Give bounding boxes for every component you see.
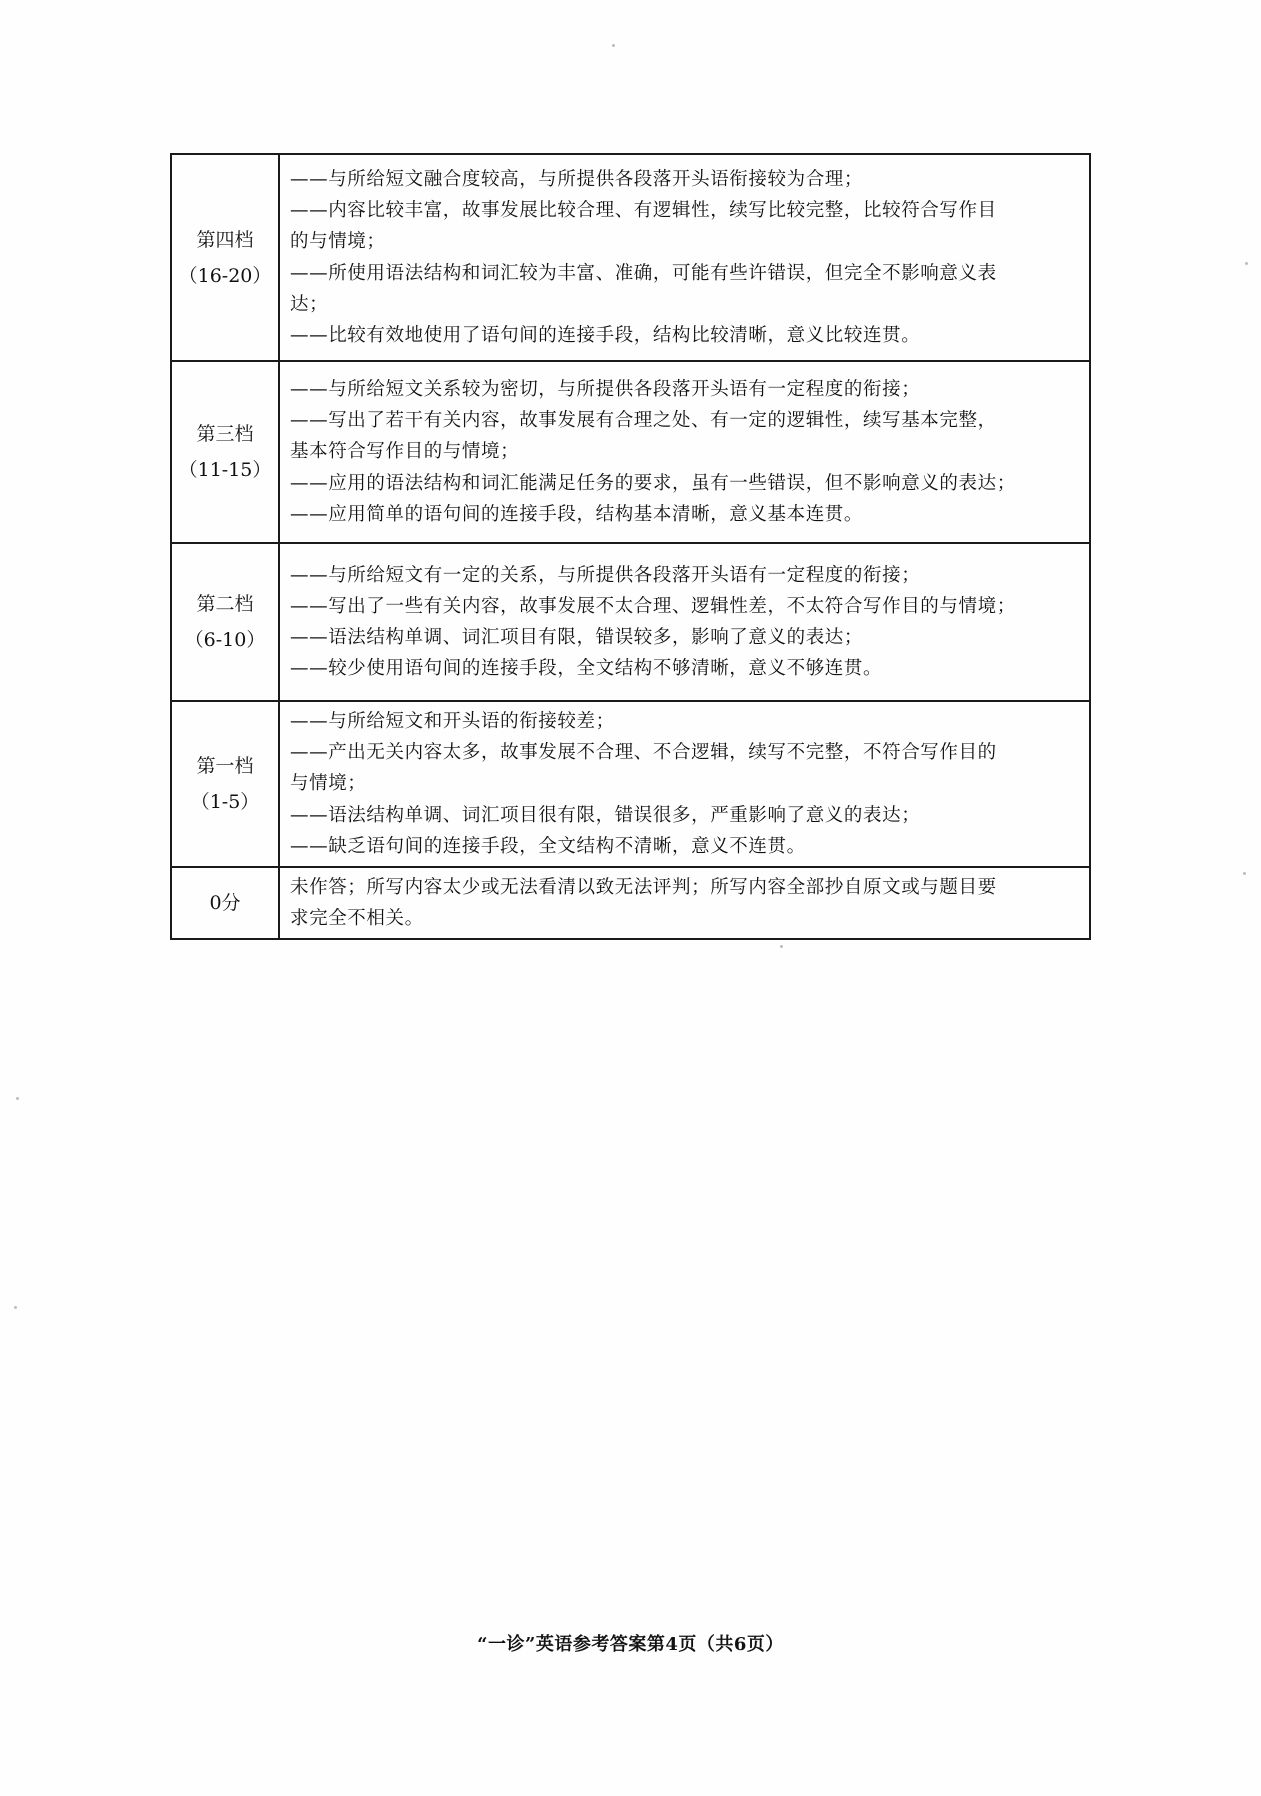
level-name: 第四档	[196, 228, 254, 251]
description-line: 求完全不相关。	[290, 908, 424, 930]
description-line: ——与所给短文和开头语的衔接较差；	[290, 711, 615, 732]
level-description-cell	[279, 154, 1090, 361]
level-name: 第三档	[196, 423, 254, 445]
level-label-cell	[171, 867, 279, 939]
description-line: ——产出无关内容太多，故事发展不合理、不合逻辑，续写不完整，不符合写作目的	[290, 742, 997, 764]
description-line: ——比较有效地使用了语句间的连接手段，结构比较清晰，意义比较连贯。	[290, 324, 921, 346]
rubric-row-level-3	[171, 361, 1090, 543]
score-range: （11-15）	[178, 459, 272, 481]
description-line: 与情境；	[290, 773, 367, 795]
level-name: 第二档	[196, 593, 254, 615]
level-description-cell	[279, 867, 1090, 939]
scan-speck	[780, 945, 783, 948]
description-line: ——与所给短文有一定的关系，与所提供各段落开头语有一定程度的衔接；	[290, 564, 921, 586]
score-range: （16-20）	[178, 264, 272, 287]
scan-speck	[1245, 262, 1248, 265]
rubric-row-level-2	[171, 543, 1090, 701]
scan-speck	[16, 1097, 19, 1100]
rubric-row-level-4	[171, 154, 1090, 361]
level-label-cell	[171, 361, 279, 543]
description-line: 的与情境；	[290, 231, 386, 253]
scan-speck	[14, 1306, 17, 1309]
description-line: ——应用的语法结构和词汇能满足任务的要求，虽有一些错误，但不影响意义的表达；	[290, 472, 1016, 494]
level-description-cell	[279, 701, 1090, 867]
level-description-cell	[279, 361, 1090, 543]
level-name: 0分	[209, 892, 241, 915]
scan-speck	[612, 44, 615, 47]
description-line: ——与所给短文融合度较高，与所提供各段落开头语衔接较为合理；	[290, 168, 864, 190]
description-line: 基本符合写作目的与情境；	[290, 441, 520, 463]
level-label-cell	[171, 543, 279, 701]
description-line: ——内容比较丰富，故事发展比较合理、有逻辑性，续写比较完整，比较符合写作目	[290, 200, 997, 222]
description-line: 未作答；所写内容太少或无法看清以致无法评判；所写内容全部抄自原文或与题目要	[290, 877, 997, 899]
writing-rubric-table	[170, 153, 1091, 940]
level-label-cell	[171, 154, 279, 361]
description-line: ——写出了若干有关内容，故事发展有合理之处、有一定的逻辑性，续写基本完整，	[290, 410, 997, 432]
score-range: （1-5）	[190, 791, 260, 813]
level-name: 第一档	[196, 755, 254, 777]
description-line: ——写出了一些有关内容，故事发展不太合理、逻辑性差，不太符合写作目的与情境；	[290, 595, 1016, 617]
rubric-row-zero	[171, 867, 1090, 939]
description-line: ——所使用语法结构和词汇较为丰富、准确，可能有些许错误，但完全不影响意义表	[290, 262, 997, 284]
level-description-cell	[279, 543, 1090, 701]
description-line: ——缺乏语句间的连接手段，全文结构不清晰，意义不连贯。	[290, 835, 806, 857]
description-line: ——应用简单的语句间的连接手段，结构基本清晰，意义基本连贯。	[290, 503, 864, 525]
level-label-cell	[171, 701, 279, 867]
description-line: ——与所给短文关系较为密切，与所提供各段落开头语有一定程度的衔接；	[290, 378, 921, 400]
rubric-row-level-1	[171, 701, 1090, 867]
scan-speck	[1243, 872, 1246, 875]
page-footer: “一诊”英语参考答案第4页（共6页）	[477, 1634, 784, 1655]
description-line: 达；	[290, 293, 329, 315]
description-line: ——语法结构单调、词汇项目有限，错误较多，影响了意义的表达；	[290, 627, 864, 648]
description-line: ——较少使用语句间的连接手段，全文结构不够清晰，意义不够连贯。	[290, 658, 883, 680]
description-line: ——语法结构单调、词汇项目很有限，错误很多，严重影响了意义的表达；	[290, 804, 921, 826]
score-range: （6-10）	[184, 629, 266, 651]
